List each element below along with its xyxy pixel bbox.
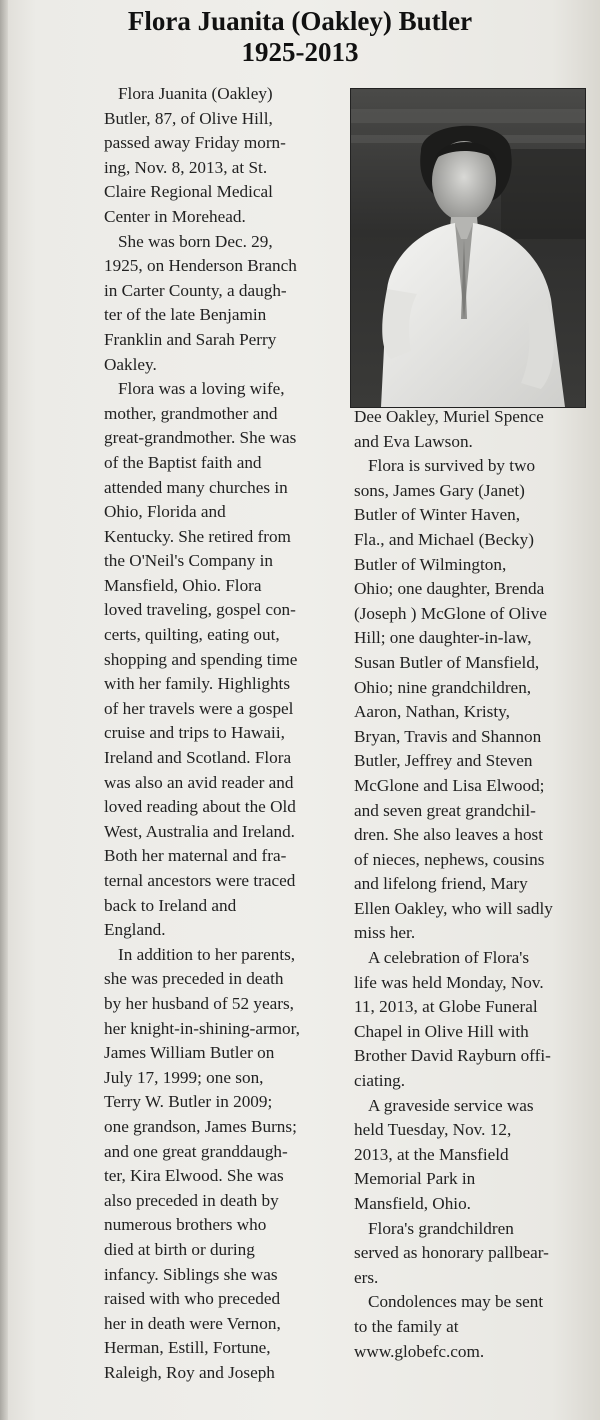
clipping-edge: [0, 0, 8, 1420]
obituary-text-line: Center in Morehead.: [104, 206, 246, 226]
obituary-text-line: her in death were Vernon,: [104, 1313, 281, 1333]
obituary-text-line: Mansfield, Ohio. Flora: [104, 575, 262, 595]
obituary-left-column: [104, 82, 344, 1385]
obituary-text-line: ter, Kira Elwood. She was: [104, 1166, 284, 1186]
obituary-text-line: shopping and spending time: [104, 649, 298, 669]
obituary-text-line: life was held Monday, Nov.: [354, 972, 544, 992]
obituary-text-line: served as honorary pallbear-: [354, 1243, 549, 1263]
portrait-photo-image: [351, 89, 585, 407]
obituary-text-line: certs, quilting, eating out,: [104, 625, 280, 645]
obituary-text-line: July 17, 1999; one son,: [104, 1067, 264, 1087]
obituary-text-line: and one great granddaugh-: [104, 1141, 288, 1161]
obituary-text-line: was also an avid reader and: [104, 772, 294, 792]
obituary-text-line: her knight-in-shining-armor,: [104, 1018, 300, 1038]
obituary-text-line: passed away Friday morn-: [104, 133, 286, 153]
obituary-text-line: West, Australia and Ireland.: [104, 821, 295, 841]
obituary-text-line: She was born Dec. 29,: [118, 231, 273, 251]
obituary-text-line: to the family at: [354, 1316, 459, 1336]
obituary-text-line: Kentucky. She retired from: [104, 526, 291, 546]
obituary-text-line: great-grandmother. She was: [104, 428, 297, 448]
obituary-text-line: of the Baptist faith and: [104, 452, 262, 472]
obituary-text-line: the O'Neil's Company in: [104, 551, 273, 571]
obituary-text-line: England.: [104, 920, 166, 940]
obituary-text-line: Ellen Oakley, who will sadly: [354, 898, 553, 918]
obituary-text-line: one grandson, James Burns;: [104, 1116, 297, 1136]
obituary-text-line: Oakley.: [104, 354, 157, 374]
obituary-text-line: Ohio; nine grandchildren,: [354, 677, 532, 697]
obituary-text-line: James William Butler on: [104, 1043, 275, 1063]
obituary-headline-name: Flora Juanita (Oakley) Butler: [127, 6, 473, 36]
obituary-text-line: Flora's grandchildren: [368, 1218, 514, 1238]
obituary-text-line: Dee Oakley, Muriel Spence: [354, 407, 544, 426]
obituary-text-line: cruise and trips to Hawaii,: [104, 723, 285, 743]
obituary-text-line: infancy. Siblings she was: [104, 1264, 278, 1284]
obituary-text-line: ers.: [354, 1267, 379, 1287]
obituary-text-line: ing, Nov. 8, 2013, at St.: [104, 157, 268, 177]
obituary-text-line: Hill; one daughter-in-law,: [354, 628, 532, 648]
obituary-text-line: In addition to her parents,: [118, 944, 296, 964]
obituary-text-line: dren. She also leaves a host: [354, 825, 544, 845]
obituary-text-line: Both her maternal and fra-: [104, 846, 287, 866]
obituary-text-line: miss her.: [354, 923, 416, 943]
obituary-text-line: raised with who preceded: [104, 1289, 281, 1309]
obituary-text-line: Ireland and Scotland. Flora: [104, 748, 292, 768]
obituary-text-line: (Joseph ) McGlone of Olive: [354, 603, 547, 623]
obituary-text-line: died at birth or during: [104, 1239, 255, 1259]
obituary-text-line: Susan Butler of Mansfield,: [354, 652, 540, 672]
obituary-text-line: attended many churches in: [104, 477, 288, 497]
obituary-text-line: 1925, on Henderson Branch: [104, 256, 297, 276]
obituary-text-line: by her husband of 52 years,: [104, 993, 294, 1013]
obituary-text-line: numerous brothers who: [104, 1215, 267, 1235]
obituary-text-line: Butler of Winter Haven,: [354, 505, 521, 525]
obituary-text-line: Herman, Estill, Fortune,: [104, 1338, 271, 1358]
obituary-text-line: Flora Juanita (Oakley): [118, 84, 273, 103]
portrait-photo: [350, 88, 586, 408]
obituary-text-line: Butler, Jeffrey and Steven: [354, 751, 533, 771]
obituary-text-line: Raleigh, Roy and Joseph: [104, 1362, 275, 1382]
obituary-text-line: and Eva Lawson.: [354, 431, 473, 451]
obituary-text-line: also preceded in death by: [104, 1190, 279, 1210]
obituary-text-line: Condolences may be sent: [368, 1292, 544, 1312]
obituary-text-line: Ohio; one daughter, Brenda: [354, 579, 545, 599]
obituary-text-line: Chapel in Olive Hill with: [354, 1021, 529, 1041]
obituary-text-line: sons, James Gary (Janet): [354, 480, 525, 500]
obituary-text-line: and lifelong friend, Mary: [354, 874, 528, 894]
obituary-text-line: and seven great grandchil-: [354, 800, 536, 820]
obituary-text-line: in Carter County, a daugh-: [104, 280, 287, 300]
obituary-text-line: loved reading about the Old: [104, 797, 296, 817]
obituary-text-line: Terry W. Butler in 2009;: [104, 1092, 273, 1112]
obituary-text-line: of her travels were a gospel: [104, 698, 294, 718]
obituary-text-line: www.globefc.com.: [354, 1341, 485, 1361]
obituary-text-line: Ohio, Florida and: [104, 502, 226, 522]
obituary-text-line: Butler of Wilmington,: [354, 554, 507, 574]
obituary-text-line: Aaron, Nathan, Kristy,: [354, 702, 510, 722]
obituary-text-line: Franklin and Sarah Perry: [104, 329, 277, 349]
obituary-text-line: loved traveling, gospel con-: [104, 600, 296, 620]
obituary-text-line: Fla., and Michael (Becky): [354, 529, 534, 549]
obituary-text-line: back to Ireland and: [104, 895, 237, 915]
obituary-text-line: mother, grandmother and: [104, 403, 278, 423]
obituary-text-line: ciating.: [354, 1071, 406, 1091]
obituary-text-line: A celebration of Flora's: [368, 948, 530, 968]
obituary-text-line: ter of the late Benjamin: [104, 305, 267, 325]
obituary-text-line: Mansfield, Ohio.: [354, 1194, 471, 1213]
obituary-text-line: of nieces, nephews, cousins: [354, 849, 545, 869]
obituary-text-line: she was preceded in death: [104, 969, 284, 989]
obituary-text-line: held Tuesday, Nov. 12,: [354, 1120, 512, 1140]
obituary-text-line: Memorial Park in: [354, 1169, 476, 1189]
obituary-text-line: Flora was a loving wife,: [118, 379, 285, 399]
obituary-text-line: A graveside service was: [368, 1095, 534, 1115]
obituary-text-line: Claire Regional Medical: [104, 182, 273, 202]
obituary-text-line: Brother David Rayburn offi-: [354, 1046, 551, 1066]
obituary-text-line: Butler, 87, of Olive Hill,: [104, 108, 273, 128]
obituary-text-line: Bryan, Travis and Shannon: [354, 726, 542, 746]
obituary-text-line: 2013, at the Mansfield: [354, 1144, 509, 1164]
obituary-text-line: with her family. Highlights: [104, 674, 291, 694]
obituary-text-line: ternal ancestors were traced: [104, 871, 296, 890]
obituary-text-line: McGlone and Lisa Elwood;: [354, 775, 545, 795]
obituary-text-line: Flora is survived by two: [368, 456, 536, 476]
obituary-text-line: 11, 2013, at Globe Funeral: [354, 997, 538, 1017]
obituary-right-column: [354, 405, 594, 1364]
obituary-headline-years: 1925-2013: [241, 37, 359, 67]
